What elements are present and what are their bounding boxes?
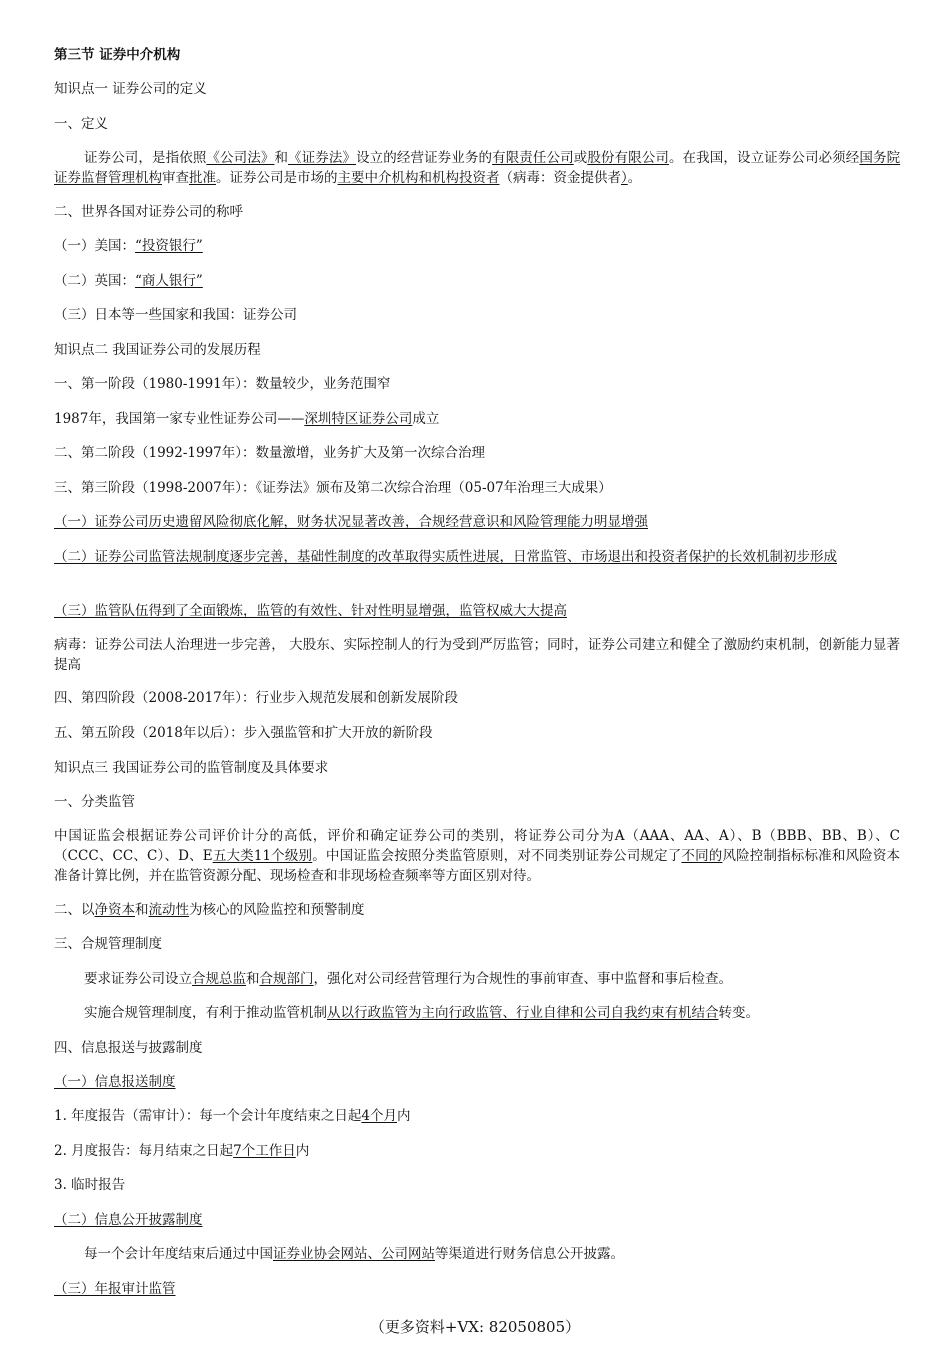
name-uk: （二）英国：“商人银行” — [54, 273, 203, 289]
kp3-heading-risk: 二、以净资本和流动性为核心的风险监控和预警制度 — [54, 902, 365, 918]
disclosure-subheading: （二）信息公开披露制度 — [54, 1212, 203, 1228]
kp3-heading-classification: 一、分类监管 — [54, 794, 135, 810]
definition-paragraph: 证券公司，是指依照《公司法》和《证券法》设立的经营证券业务的有限责任公司或股份有限公司。在我国，设立证券公司必须经国务院证券监督管理机构审查批准。证券公司是市场的主要中介机构和机构投资者（病毒：资金提供者）。 — [54, 150, 901, 186]
compliance-requirement: 要求证券公司设立合规总监和合规部门，强化对公司经营管理行为合规性的事前审查、事中监督和事后检查。 — [84, 971, 732, 987]
stage-2: 二、第二阶段（1992-1997年）：数量激增，业务扩大及第一次综合治理 — [54, 445, 486, 461]
kp2-title: 知识点二 我国证券公司的发展历程 — [54, 342, 261, 358]
footer-contact: （更多资料+VX: 82050805） — [369, 1318, 581, 1336]
first-securities-company: 1987年，我国第一家专业性证券公司——深圳特区证券公司成立 — [54, 411, 440, 427]
report-item-temporary: 3. 临时报告 — [54, 1177, 126, 1193]
audit-subheading: （三）年报审计监管 — [54, 1281, 176, 1297]
stage-5: 五、第五阶段（2018年以后）：步入强监管和扩大开放的新阶段 — [54, 725, 433, 741]
stage-4: 四、第四阶段（2008-2017年）：行业步入规范发展和创新发展阶段 — [54, 690, 459, 706]
kp3-heading-compliance: 三、合规管理制度 — [54, 936, 162, 952]
result-1: （一）证券公司历史遗留风险彻底化解，财务状况显著改善，合规经营意识和风险管理能力明显增强 — [54, 514, 648, 530]
kp3-heading-disclosure: 四、信息报送与披露制度 — [54, 1040, 203, 1056]
result-3: （三）监管队伍得到了全面锻炼，监管的有效性、针对性明显增强，监管权威大大提高 — [54, 603, 567, 619]
kp1-heading-names: 二、世界各国对证券公司的称呼 — [54, 204, 243, 220]
stage-1: 一、第一阶段（1980-1991年）：数量较少，业务范围窄 — [54, 376, 391, 392]
report-item-monthly: 2. 月度报告：每月结束之日起7个工作日内 — [54, 1143, 310, 1159]
kp1-title: 知识点一 证券公司的定义 — [54, 81, 207, 97]
kp1-heading-definition: 一、定义 — [54, 116, 108, 132]
reporting-subheading: （一）信息报送制度 — [54, 1074, 176, 1090]
name-us: （一）美国：“投资银行” — [54, 238, 203, 254]
section-title: 第三节 证券中介机构 — [54, 47, 181, 63]
report-item-annual: 1. 年度报告（需审计）：每一个会计年度结束之日起4个月内 — [54, 1108, 411, 1124]
virus-note: 病毒：证券公司法人治理进一步完善， 大股东、实际控制人的行为受到严厉监管；同时，证券公司建立和健全了激励约束机制，创新能力显著提高 — [54, 637, 900, 673]
stage-3: 三、第三阶段（1998-2007年）：《证券法》颁布及第二次综合治理（05-07年治理三大成果） — [54, 480, 612, 496]
result-2: （二）证券公司监管法规制度逐步完善，基础性制度的改革取得实质性进展，日常监管、市场退出和投资者保护的长效机制初步形成 — [54, 549, 837, 565]
classification-paragraph: 中国证监会根据证券公司评价计分的高低，评价和确定证券公司的类别，将证券公司分为A（AAA、AA、A）、B（BBB、BB、B）、C（CCC、CC、C）、D、E五大类11个级别。中国证监会按照分类监管原则，对不同类别证券公司规定了不同的风险控制指标标准和风险资本准备计算比例，并在监管资源分配、现场检查和非现场检查频率等方面区别对待。 — [54, 828, 901, 884]
kp3-title: 知识点三 我国证券公司的监管制度及具体要求 — [54, 760, 329, 776]
disclosure-paragraph: 每一个会计年度结束后通过中国证券业协会网站、公司网站等渠道进行财务信息公开披露。 — [84, 1246, 624, 1262]
compliance-benefit: 实施合规管理制度，有利于推动监管机制从以行政监管为主向行政监管、行业自律和公司自我约束有机结合转变。 — [84, 1005, 759, 1021]
name-japan-china: （三）日本等一些国家和我国：证券公司 — [54, 307, 297, 323]
